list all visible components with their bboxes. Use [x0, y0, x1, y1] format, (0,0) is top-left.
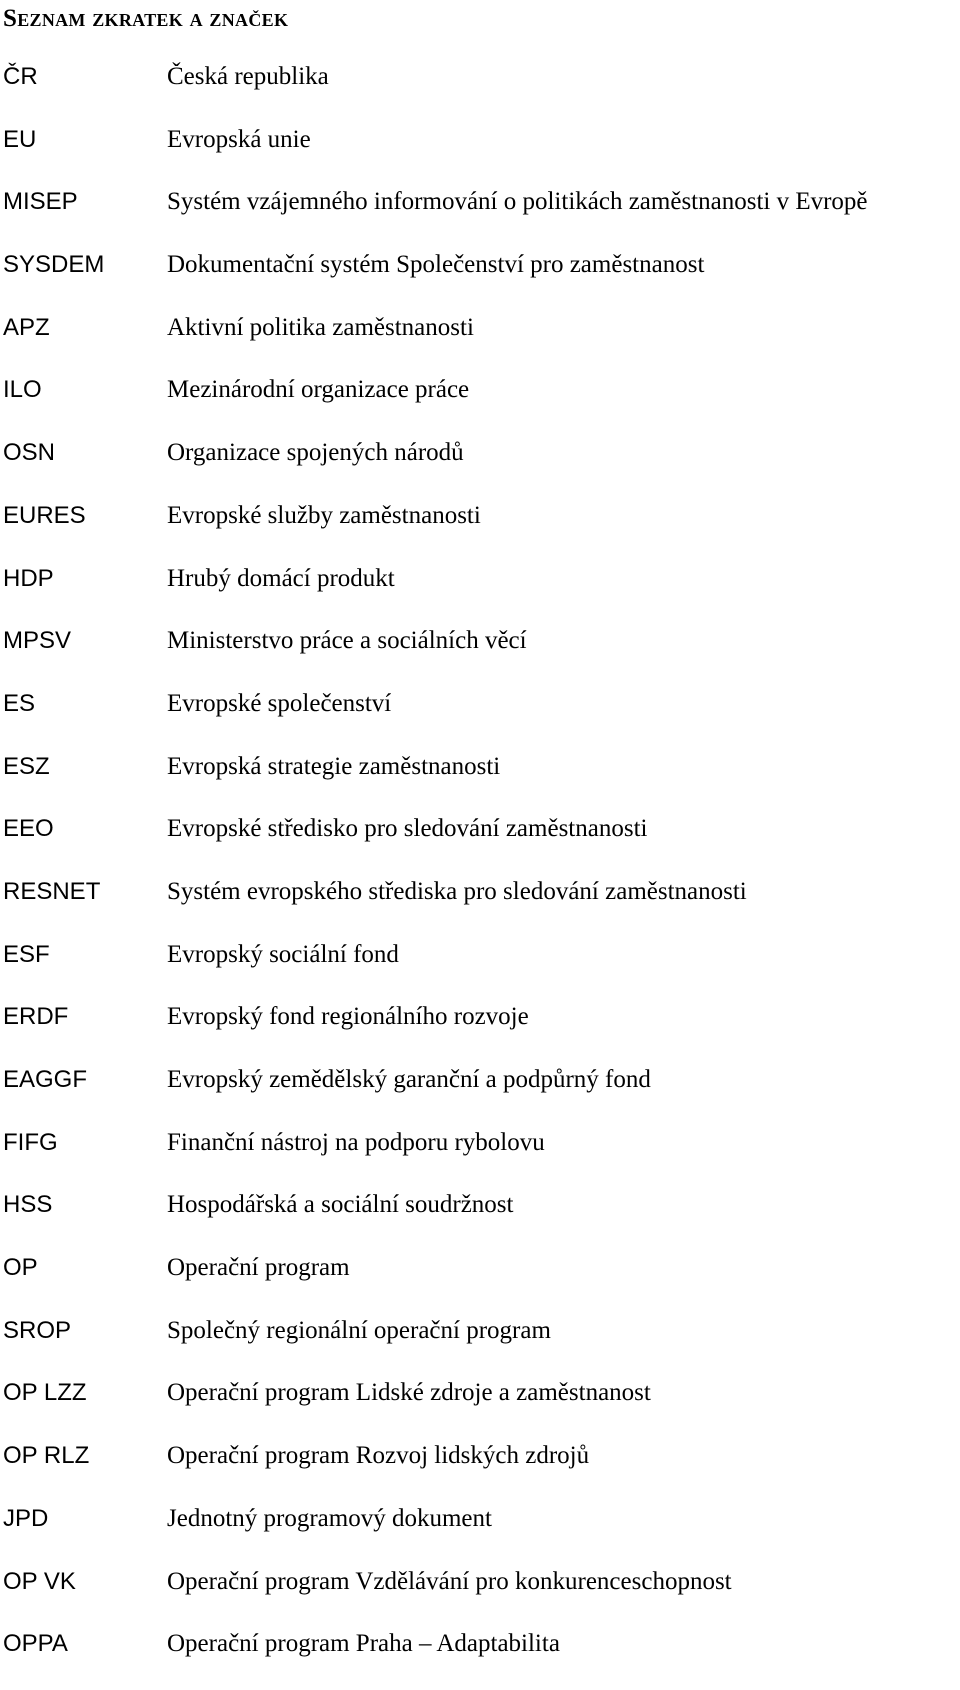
abbreviation-meaning: Hospodářská a sociální soudržnost	[167, 1191, 514, 1219]
abbreviation-meaning: Evropský fond regionálního rozvoje	[167, 1003, 529, 1031]
abbreviation-row	[0, 60, 960, 123]
abbreviation-term: EURES	[3, 501, 86, 529]
abbreviation-row	[0, 1376, 960, 1439]
abbreviation-row	[0, 373, 960, 436]
abbreviation-meaning: Společný regionální operační program	[167, 1316, 551, 1344]
abbreviation-term: OSN	[3, 439, 56, 467]
abbreviation-meaning: Systém vzájemného informování o politikách zaměstnanosti v Evropě	[167, 188, 868, 216]
abbreviation-meaning: Operační program Lidské zdroje a zaměstnanost	[167, 1379, 651, 1407]
abbreviation-row	[0, 1251, 960, 1314]
abbreviation-term: ESZ	[3, 752, 50, 780]
abbreviation-term: ESF	[3, 940, 50, 968]
abbreviation-term: MPSV	[3, 627, 72, 655]
abbreviation-meaning: Jednotný programový dokument	[167, 1504, 492, 1532]
abbreviation-meaning: Finanční nástroj na podporu rybolovu	[167, 1128, 545, 1156]
abbreviation-term: HSS	[3, 1191, 53, 1219]
abbreviation-row	[0, 624, 960, 687]
abbreviation-term: OP RLZ	[3, 1442, 90, 1470]
page-title: Seznam zkratek a značek	[3, 5, 289, 32]
abbreviation-list	[0, 60, 960, 1690]
abbreviation-row	[0, 562, 960, 625]
abbreviation-meaning: Evropský sociální fond	[167, 940, 399, 968]
abbreviation-term: SYSDEM	[3, 251, 105, 279]
abbreviation-meaning: Česká republika	[167, 63, 329, 90]
abbreviation-row	[0, 1565, 960, 1628]
abbreviation-term: APZ	[3, 313, 50, 341]
abbreviation-term: JPD	[3, 1504, 49, 1532]
abbreviation-row	[0, 248, 960, 311]
abbreviation-meaning: Evropské středisko pro sledování zaměstnanosti	[167, 815, 648, 843]
abbreviation-term: EAGGF	[3, 1066, 88, 1093]
abbreviation-row	[0, 750, 960, 813]
abbreviation-meaning: Operační program Rozvoj lidských zdrojů	[167, 1442, 590, 1470]
abbreviation-row	[0, 687, 960, 750]
abbreviation-term: ES	[3, 689, 36, 717]
abbreviation-row	[0, 185, 960, 248]
abbreviation-row	[0, 436, 960, 499]
abbreviation-meaning: Evropské společenství	[167, 689, 392, 717]
abbreviation-meaning: Operační program	[167, 1254, 350, 1282]
abbreviation-row	[0, 812, 960, 875]
abbreviation-term: SROP	[3, 1316, 72, 1344]
abbreviation-term: EEO	[3, 815, 54, 843]
abbreviation-term: OP LZZ	[3, 1379, 87, 1407]
abbreviation-row	[0, 1439, 960, 1502]
abbreviation-meaning: Systém evropského střediska pro sledování zaměstnanosti	[167, 877, 747, 905]
abbreviation-term: EU	[3, 125, 37, 153]
abbreviation-term: OP VK	[3, 1567, 76, 1595]
abbreviation-row	[0, 499, 960, 562]
abbreviation-row	[0, 1314, 960, 1377]
abbreviation-term: FIFG	[3, 1128, 58, 1156]
abbreviation-row	[0, 1126, 960, 1189]
abbreviation-row	[0, 1502, 960, 1565]
abbreviation-term: OPPA	[3, 1630, 68, 1658]
abbreviation-meaning: Hrubý domácí produkt	[167, 564, 395, 592]
abbreviation-term: OP	[3, 1254, 38, 1282]
abbreviation-row	[0, 938, 960, 1001]
abbreviation-row	[0, 1063, 960, 1126]
abbreviation-meaning: Evropská strategie zaměstnanosti	[167, 752, 501, 780]
abbreviation-row	[0, 311, 960, 374]
abbreviation-row	[0, 123, 960, 186]
abbreviation-row	[0, 1627, 960, 1690]
abbreviation-meaning: Operační program Praha – Adaptabilita	[167, 1630, 560, 1658]
abbreviation-term: ILO	[3, 376, 42, 404]
abbreviation-term: ERDF	[3, 1003, 69, 1031]
abbreviation-meaning: Evropské služby zaměstnanosti	[167, 501, 481, 529]
abbreviation-meaning: Ministerstvo práce a sociálních věcí	[167, 627, 527, 655]
abbreviation-term: HDP	[3, 564, 54, 592]
abbreviation-meaning: Organizace spojených národů	[167, 439, 464, 467]
abbreviation-term: RESNET	[3, 877, 101, 905]
abbreviation-row	[0, 1000, 960, 1063]
abbreviation-meaning: Evropský zemědělský garanční a podpůrný fond	[167, 1066, 651, 1093]
abbreviation-meaning: Dokumentační systém Společenství pro zaměstnanost	[167, 251, 705, 279]
abbreviation-meaning: Aktivní politika zaměstnanosti	[167, 313, 474, 341]
abbreviation-row	[0, 1188, 960, 1251]
abbreviation-meaning: Evropská unie	[167, 125, 311, 153]
abbreviation-term: MISEP	[3, 188, 78, 216]
abbreviation-row	[0, 875, 960, 938]
abbreviation-term: ČR	[3, 63, 38, 90]
abbreviation-meaning: Operační program Vzdělávání pro konkurenceschopnost	[167, 1567, 732, 1595]
abbreviation-meaning: Mezinárodní organizace práce	[167, 376, 470, 404]
